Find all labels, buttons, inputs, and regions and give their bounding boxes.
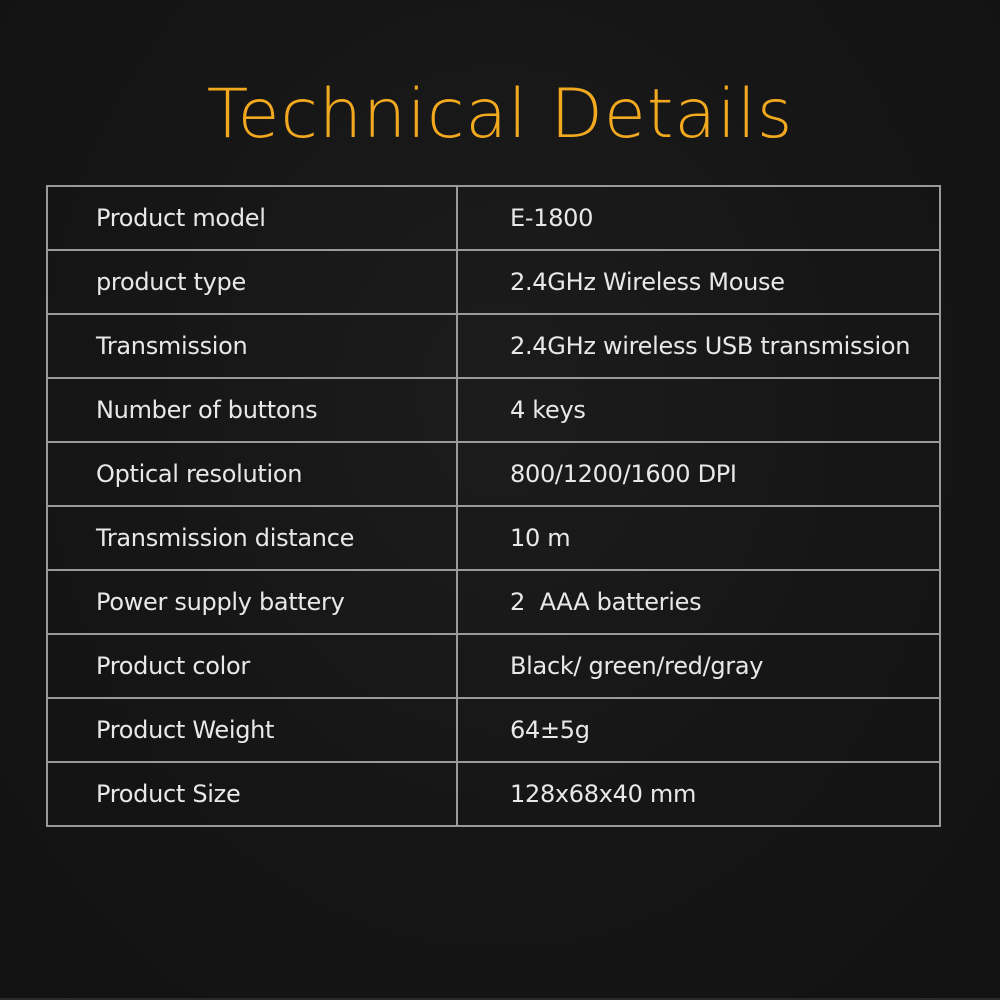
table-row xyxy=(47,186,940,250)
table-row xyxy=(47,570,940,634)
page-title: Technical Details xyxy=(206,75,794,154)
spec-label: Optical resolution xyxy=(47,442,457,506)
spec-value: Black/ green/red/gray xyxy=(457,634,940,698)
table-row xyxy=(47,762,940,826)
spec-value: 2.4GHz wireless USB transmission xyxy=(457,314,940,378)
spec-value: 10 m xyxy=(457,506,940,570)
spec-value: 128x68x40 mm xyxy=(457,762,940,826)
spec-label: Product color xyxy=(47,634,457,698)
spec-label: product type xyxy=(47,250,457,314)
spec-label: Power supply battery xyxy=(47,570,457,634)
spec-value: 800/1200/1600 DPI xyxy=(457,442,940,506)
spec-value: 2 AAA batteries xyxy=(457,570,940,634)
spec-value: 4 keys xyxy=(457,378,940,442)
spec-table xyxy=(46,185,941,827)
spec-label: Product Size xyxy=(47,762,457,826)
table-row xyxy=(47,506,940,570)
spec-label: Number of buttons xyxy=(47,378,457,442)
table-row xyxy=(47,250,940,314)
table-row xyxy=(47,314,940,378)
table-row xyxy=(47,378,940,442)
spec-value: 64±5g xyxy=(457,698,940,762)
table-row xyxy=(47,442,940,506)
spec-value: E-1800 xyxy=(457,186,940,250)
spec-label: Product model xyxy=(47,186,457,250)
table-row xyxy=(47,698,940,762)
table-row xyxy=(47,634,940,698)
spec-label: Product Weight xyxy=(47,698,457,762)
spec-label: Transmission xyxy=(47,314,457,378)
spec-label: Transmission distance xyxy=(47,506,457,570)
spec-value: 2.4GHz Wireless Mouse xyxy=(457,250,940,314)
